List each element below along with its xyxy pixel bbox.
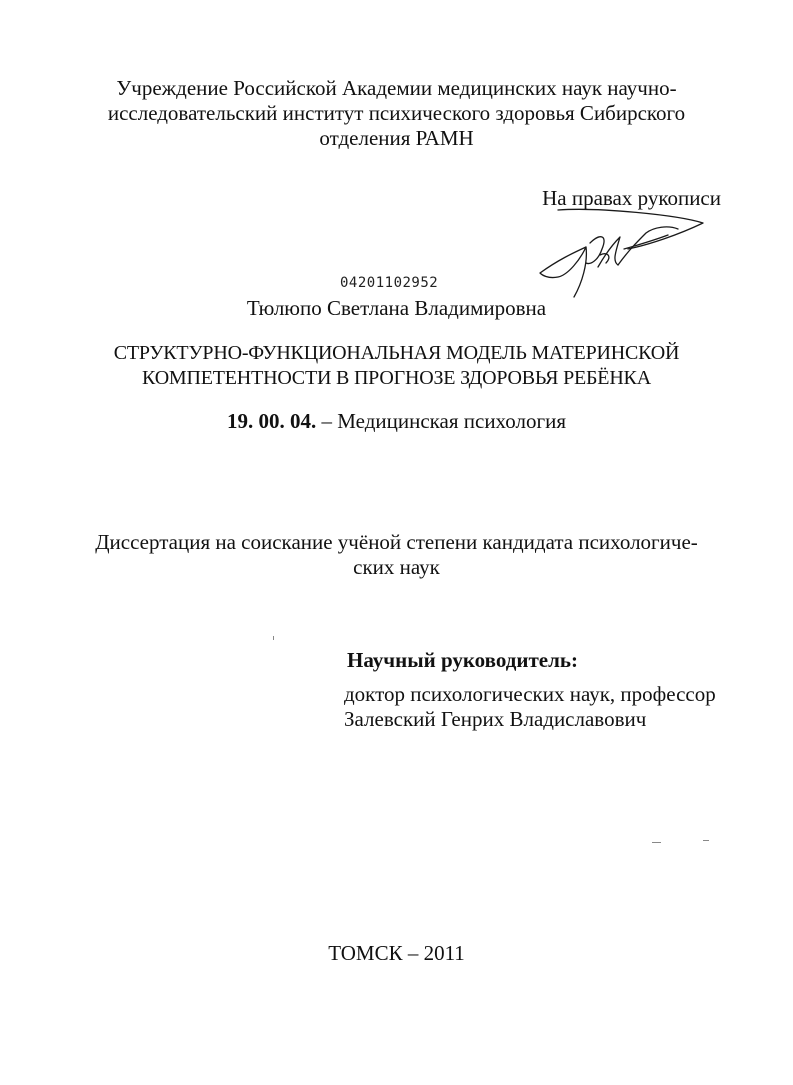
specialty [0, 409, 793, 433]
specialty-code: 19. 00. 04. [227, 409, 317, 433]
scan-speck [703, 840, 709, 841]
serial-number: 04201102952 [340, 275, 439, 291]
scan-speck [273, 636, 274, 640]
supervisor-name: Залевский Генрих Владиславович [344, 707, 647, 731]
institution-line-1: Учреждение Российской Академии медицинских наук научно- [116, 76, 677, 100]
supervisor-credentials: доктор психологических наук, профессор [344, 682, 716, 706]
dissertation-title-line-2: КОМПЕТЕНТНОСТИ В ПРОГНОЗЕ ЗДОРОВЬЯ РЕБЁНКА [142, 367, 651, 389]
institution-line-2: исследовательский институт психического здоровья Сибирского [107, 101, 686, 125]
author-name: Тюлюпо Светлана Владимировна [246, 296, 547, 320]
specialty-name: – Медицинская психология [316, 409, 566, 433]
scan-speck [652, 842, 661, 843]
degree-line-2: ских наук [353, 555, 440, 579]
institution-line-3: отделения РАМН [319, 126, 474, 150]
signature-mark [528, 205, 718, 300]
supervisor-heading: Научный руководитель: [347, 648, 578, 672]
city-year: ТОМСК – 2011 [328, 941, 465, 965]
degree-line-1: Диссертация на соискание учёной степени кандидата психологиче- [95, 530, 698, 554]
dissertation-title-line-1: СТРУКТУРНО-ФУНКЦИОНАЛЬНАЯ МОДЕЛЬ МАТЕРИНСКОЙ [113, 342, 680, 364]
rights-note: На правах рукописи [542, 186, 721, 210]
